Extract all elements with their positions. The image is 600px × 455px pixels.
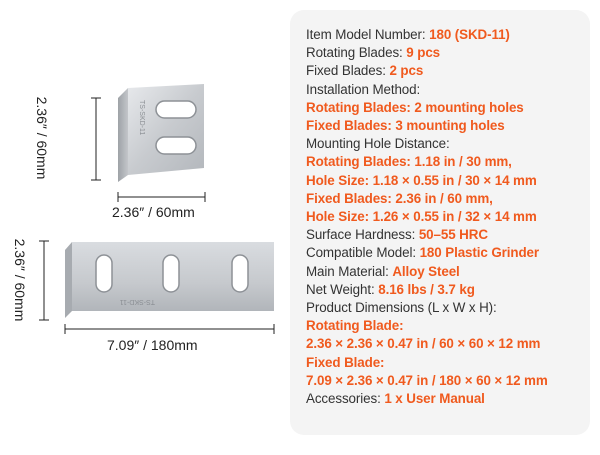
- rotating-blade-edge: [118, 88, 128, 182]
- spec-list: [306, 26, 586, 408]
- spec-row: [306, 281, 586, 299]
- spec-value: Alloy Steel: [392, 263, 460, 279]
- spec-row: [306, 44, 586, 62]
- rotating-blade-width-label: 2.36″ / 60mm: [112, 204, 195, 220]
- spec-value: 50–55 HRC: [418, 227, 488, 243]
- spec-detail-line: 7.09 × 2.36 × 0.47 in / 180 × 60 × 12 mm: [306, 372, 548, 388]
- spec-label: Compatible Model:: [306, 245, 420, 261]
- spec-detail-line: 2.36 × 2.36 × 0.47 in / 60 × 60 × 12 mm: [306, 336, 541, 352]
- fixed-blade-width-label: 7.09″ / 180mm: [107, 337, 198, 353]
- fixed-blade-height-dimension-line: [39, 241, 49, 320]
- spec-value: 1 x User Manual: [384, 391, 485, 407]
- spec-value: 8.16 lbs / 3.7 kg: [378, 281, 475, 297]
- fixed-blade-edge: [65, 242, 72, 318]
- blade-figure: [0, 0, 290, 450]
- spec-label: Surface Hardness:: [306, 227, 419, 243]
- fixed-blade-width-dimension-line: [65, 324, 274, 334]
- spec-row: [306, 81, 586, 99]
- rotating-blade-hole: [156, 137, 196, 154]
- spec-row: [306, 263, 586, 281]
- rotating-blade-width-dimension-line: [118, 192, 205, 202]
- spec-label: Installation Method:: [306, 81, 421, 97]
- spec-row: [306, 62, 586, 80]
- spec-label: Fixed Blades:: [306, 63, 390, 79]
- fixed-blade-hole: [232, 255, 248, 292]
- spec-row: [306, 226, 586, 244]
- blade-illustration: [0, 0, 290, 450]
- spec-detail-line: Fixed Blade:: [306, 354, 385, 370]
- rotating-blade-image: [118, 84, 204, 182]
- spec-label: Main Material:: [306, 263, 393, 279]
- fixed-blade-engraving: TS-SKD-11: [119, 298, 155, 305]
- spec-row: [306, 299, 586, 317]
- spec-value: 180 Plastic Grinder: [419, 245, 539, 261]
- spec-detail-line: Fixed Blades: 2.36 in / 60 mm,: [306, 190, 493, 206]
- spec-label: Net Weight:: [306, 281, 379, 297]
- spec-value: 9 pcs: [406, 45, 441, 61]
- spec-detail-line: Rotating Blades: 2 mounting holes: [306, 99, 524, 115]
- rotating-blade-height-dimension-line: [91, 98, 101, 180]
- spec-row: [306, 244, 586, 262]
- spec-row: [306, 26, 586, 44]
- spec-card: [290, 10, 590, 435]
- spec-detail-line: Hole Size: 1.18 × 0.55 in / 30 × 14 mm: [306, 172, 537, 188]
- spec-label: Product Dimensions (L x W x H):: [306, 300, 497, 316]
- rotating-blade-height-label: 2.36″ / 60mm: [34, 96, 50, 180]
- fixed-blade-image: [65, 242, 274, 318]
- spec-label: Item Model Number:: [306, 27, 430, 42]
- spec-label: Mounting Hole Distance:: [306, 136, 450, 152]
- spec-detail-line: Rotating Blade:: [306, 318, 404, 334]
- spec-detail-line: Hole Size: 1.26 × 0.55 in / 32 × 14 mm: [306, 209, 537, 225]
- spec-row: [306, 390, 586, 408]
- spec-detail-line: Fixed Blades: 3 mounting holes: [306, 118, 505, 134]
- spec-detail-line: Rotating Blades: 1.18 in / 30 mm,: [306, 154, 512, 170]
- spec-label: Accessories:: [306, 391, 385, 407]
- fixed-blade-hole: [96, 255, 112, 292]
- spec-row: [306, 135, 586, 153]
- rotating-blade-hole: [156, 101, 196, 118]
- spec-value: 180 (SKD-11): [429, 27, 510, 42]
- fixed-blade-hole: [163, 255, 179, 292]
- spec-value: 2 pcs: [389, 63, 424, 79]
- fixed-blade-height-label: 2.36″ / 60mm: [12, 238, 28, 322]
- spec-label: Rotating Blades:: [306, 45, 407, 61]
- rotating-blade-engraving: TS-SKD-11: [138, 100, 145, 136]
